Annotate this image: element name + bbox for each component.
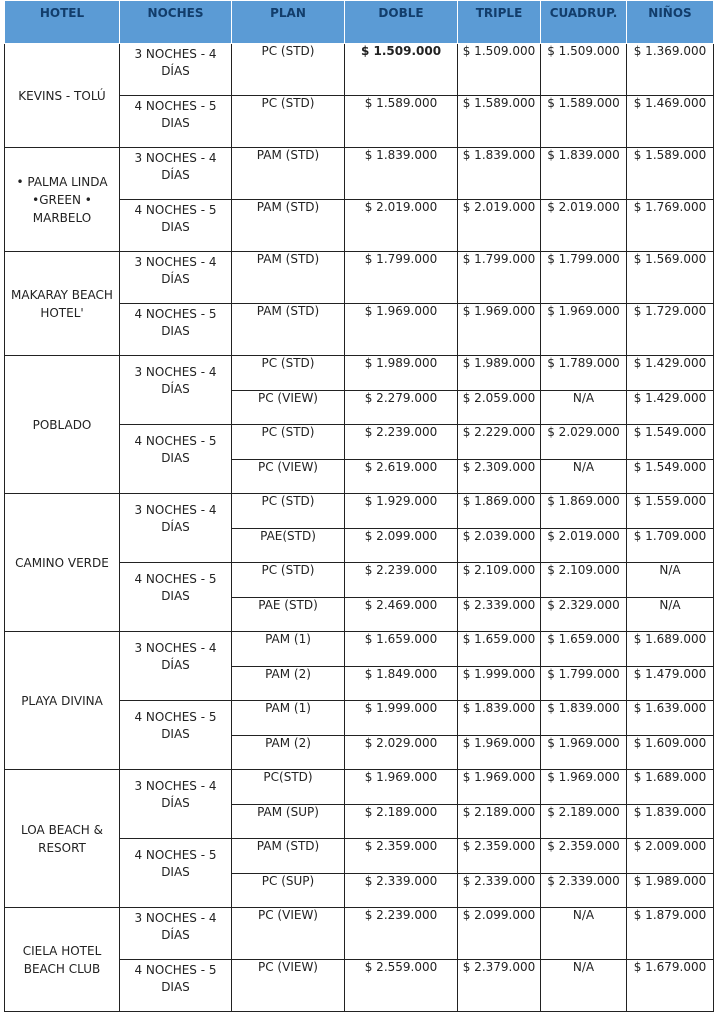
price-cuadrup: $ 1.799.000 (541, 252, 627, 304)
price-doble: $ 2.099.000 (345, 528, 458, 563)
price-triple: $ 2.109.000 (458, 563, 541, 598)
plan-cell: PAM (1) (232, 701, 345, 736)
price-cuadrup: $ 1.969.000 (541, 770, 627, 805)
price-ninos: $ 1.689.000 (627, 770, 714, 805)
price-triple: $ 1.839.000 (458, 701, 541, 736)
table-header-row (5, 1, 714, 44)
price-triple: $ 2.339.000 (458, 873, 541, 908)
price-ninos: $ 1.989.000 (627, 873, 714, 908)
nights-cell: 3 NOCHES - 4 DÍAS (120, 770, 232, 839)
plan-cell: PC (STD) (232, 44, 345, 96)
price-doble: $ 2.019.000 (345, 200, 458, 252)
price-ninos: $ 1.879.000 (627, 908, 714, 960)
price-triple: $ 2.379.000 (458, 960, 541, 1012)
hotel-name: PLAYA DIVINA (5, 632, 120, 770)
table-row (5, 356, 714, 391)
price-triple: $ 2.359.000 (458, 839, 541, 874)
price-doble: $ 1.849.000 (345, 666, 458, 701)
nights-cell: 4 NOCHES - 5 DIAS (120, 839, 232, 908)
hotel-name: LOA BEACH & RESORT (5, 770, 120, 908)
price-doble: $ 1.929.000 (345, 494, 458, 529)
header-hotel: HOTEL (5, 1, 120, 44)
price-doble: $ 2.359.000 (345, 839, 458, 874)
hotel-name: MAKARAY BEACH HOTEL' (5, 252, 120, 356)
price-ninos: $ 1.479.000 (627, 666, 714, 701)
price-doble: $ 1.989.000 (345, 356, 458, 391)
price-cuadrup: $ 1.589.000 (541, 96, 627, 148)
price-cuadrup: N/A (541, 459, 627, 494)
plan-cell: PAM (2) (232, 735, 345, 770)
price-triple: $ 1.969.000 (458, 735, 541, 770)
price-doble: $ 1.509.000 (345, 44, 458, 96)
nights-cell: 3 NOCHES - 4 DÍAS (120, 252, 232, 304)
price-cuadrup: $ 2.329.000 (541, 597, 627, 632)
nights-cell: 3 NOCHES - 4 DÍAS (120, 632, 232, 701)
price-doble: $ 1.589.000 (345, 96, 458, 148)
nights-cell: 3 NOCHES - 4 DÍAS (120, 44, 232, 96)
price-triple: $ 2.189.000 (458, 804, 541, 839)
plan-cell: PAM (SUP) (232, 804, 345, 839)
price-ninos: $ 1.839.000 (627, 804, 714, 839)
price-ninos: $ 1.709.000 (627, 528, 714, 563)
price-doble: $ 2.279.000 (345, 390, 458, 425)
hotel-name: CIELA HOTEL BEACH CLUB (5, 908, 120, 1012)
nights-cell: 3 NOCHES - 4 DÍAS (120, 356, 232, 425)
price-ninos: $ 1.639.000 (627, 701, 714, 736)
price-cuadrup: $ 1.659.000 (541, 632, 627, 667)
price-triple: $ 1.969.000 (458, 770, 541, 805)
plan-cell: PAM (STD) (232, 839, 345, 874)
nights-cell: 3 NOCHES - 4 DÍAS (120, 908, 232, 960)
price-triple: $ 1.999.000 (458, 666, 541, 701)
price-triple: $ 2.309.000 (458, 459, 541, 494)
price-ninos: $ 1.469.000 (627, 96, 714, 148)
price-ninos: $ 1.689.000 (627, 632, 714, 667)
table-row (5, 44, 714, 96)
price-cuadrup: $ 1.869.000 (541, 494, 627, 529)
table-row (5, 632, 714, 667)
price-ninos: $ 1.369.000 (627, 44, 714, 96)
hotel-name: CAMINO VERDE (5, 494, 120, 632)
price-cuadrup: $ 1.839.000 (541, 701, 627, 736)
header-doble: DOBLE (345, 1, 458, 44)
price-triple: $ 1.869.000 (458, 494, 541, 529)
table-row (5, 252, 714, 304)
nights-cell: 4 NOCHES - 5 DIAS (120, 96, 232, 148)
price-ninos: $ 1.559.000 (627, 494, 714, 529)
price-triple: $ 1.969.000 (458, 304, 541, 356)
price-doble: $ 1.999.000 (345, 701, 458, 736)
price-ninos: $ 2.009.000 (627, 839, 714, 874)
price-ninos: $ 1.569.000 (627, 252, 714, 304)
plan-cell: PC (STD) (232, 356, 345, 391)
plan-cell: PC (VIEW) (232, 908, 345, 960)
hotel-name: • PALMA LINDA •GREEN • MARBELO (5, 148, 120, 252)
price-cuadrup: N/A (541, 960, 627, 1012)
table-row (5, 908, 714, 960)
plan-cell: PC (STD) (232, 494, 345, 529)
table-row (5, 770, 714, 805)
plan-cell: PAM (STD) (232, 200, 345, 252)
plan-cell: PAM (STD) (232, 304, 345, 356)
table-row (5, 494, 714, 529)
price-ninos: $ 1.769.000 (627, 200, 714, 252)
nights-cell: 3 NOCHES - 4 DÍAS (120, 148, 232, 200)
price-doble: $ 1.799.000 (345, 252, 458, 304)
nights-cell: 4 NOCHES - 5 DIAS (120, 960, 232, 1012)
price-doble: $ 2.559.000 (345, 960, 458, 1012)
price-cuadrup: $ 2.019.000 (541, 528, 627, 563)
price-triple: $ 2.229.000 (458, 425, 541, 460)
price-doble: $ 1.839.000 (345, 148, 458, 200)
nights-cell: 4 NOCHES - 5 DIAS (120, 304, 232, 356)
price-cuadrup: $ 1.839.000 (541, 148, 627, 200)
price-ninos: $ 1.589.000 (627, 148, 714, 200)
plan-cell: PC (STD) (232, 96, 345, 148)
price-triple: $ 1.589.000 (458, 96, 541, 148)
price-triple: $ 2.059.000 (458, 390, 541, 425)
price-triple: $ 1.989.000 (458, 356, 541, 391)
price-triple: $ 2.039.000 (458, 528, 541, 563)
price-ninos: $ 1.609.000 (627, 735, 714, 770)
plan-cell: PC (STD) (232, 425, 345, 460)
plan-cell: PAE(STD) (232, 528, 345, 563)
price-ninos: N/A (627, 563, 714, 598)
plan-cell: PC (VIEW) (232, 390, 345, 425)
plan-cell: PC (VIEW) (232, 459, 345, 494)
price-cuadrup: $ 1.969.000 (541, 304, 627, 356)
price-ninos: $ 1.679.000 (627, 960, 714, 1012)
nights-cell: 4 NOCHES - 5 DIAS (120, 563, 232, 632)
price-triple: $ 2.099.000 (458, 908, 541, 960)
price-doble: $ 2.239.000 (345, 563, 458, 598)
nights-cell: 4 NOCHES - 5 DIAS (120, 701, 232, 770)
price-doble: $ 2.339.000 (345, 873, 458, 908)
price-triple: $ 1.799.000 (458, 252, 541, 304)
table-row (5, 148, 714, 200)
price-doble: $ 2.619.000 (345, 459, 458, 494)
table-body (5, 44, 714, 1012)
price-doble: $ 1.659.000 (345, 632, 458, 667)
nights-cell: 4 NOCHES - 5 DIAS (120, 425, 232, 494)
plan-cell: PAM (1) (232, 632, 345, 667)
header-plan: PLAN (232, 1, 345, 44)
price-cuadrup: $ 1.799.000 (541, 666, 627, 701)
header-ninos: NIÑOS (627, 1, 714, 44)
price-cuadrup: $ 2.359.000 (541, 839, 627, 874)
price-doble: $ 2.239.000 (345, 908, 458, 960)
plan-cell: PAM (STD) (232, 252, 345, 304)
header-triple: TRIPLE (458, 1, 541, 44)
plan-cell: PAM (STD) (232, 148, 345, 200)
header-cuadrup: CUADRUP. (541, 1, 627, 44)
price-ninos: $ 1.429.000 (627, 390, 714, 425)
price-triple: $ 2.019.000 (458, 200, 541, 252)
price-doble: $ 2.469.000 (345, 597, 458, 632)
price-ninos: $ 1.549.000 (627, 425, 714, 460)
price-ninos: $ 1.549.000 (627, 459, 714, 494)
price-triple: $ 1.509.000 (458, 44, 541, 96)
nights-cell: 4 NOCHES - 5 DIAS (120, 200, 232, 252)
price-cuadrup: $ 2.109.000 (541, 563, 627, 598)
price-cuadrup: $ 2.029.000 (541, 425, 627, 460)
price-triple: $ 1.839.000 (458, 148, 541, 200)
plan-cell: PC (SUP) (232, 873, 345, 908)
hotel-name: KEVINS - TOLÚ (5, 44, 120, 148)
price-cuadrup: $ 2.019.000 (541, 200, 627, 252)
price-doble: $ 2.239.000 (345, 425, 458, 460)
price-triple: $ 2.339.000 (458, 597, 541, 632)
plan-cell: PC(STD) (232, 770, 345, 805)
price-ninos: $ 1.729.000 (627, 304, 714, 356)
price-cuadrup: N/A (541, 908, 627, 960)
header-noches: NOCHES (120, 1, 232, 44)
price-doble: $ 1.969.000 (345, 770, 458, 805)
plan-cell: PAM (2) (232, 666, 345, 701)
price-cuadrup: N/A (541, 390, 627, 425)
price-cuadrup: $ 1.509.000 (541, 44, 627, 96)
plan-cell: PAE (STD) (232, 597, 345, 632)
price-doble: $ 2.189.000 (345, 804, 458, 839)
price-cuadrup: $ 1.969.000 (541, 735, 627, 770)
nights-cell: 3 NOCHES - 4 DÍAS (120, 494, 232, 563)
rates-table (4, 0, 714, 1012)
plan-cell: PC (STD) (232, 563, 345, 598)
plan-cell: PC (VIEW) (232, 960, 345, 1012)
price-doble: $ 2.029.000 (345, 735, 458, 770)
price-ninos: N/A (627, 597, 714, 632)
price-doble: $ 1.969.000 (345, 304, 458, 356)
price-ninos: $ 1.429.000 (627, 356, 714, 391)
price-cuadrup: $ 2.339.000 (541, 873, 627, 908)
price-triple: $ 1.659.000 (458, 632, 541, 667)
price-cuadrup: $ 1.789.000 (541, 356, 627, 391)
hotel-name: POBLADO (5, 356, 120, 494)
price-cuadrup: $ 2.189.000 (541, 804, 627, 839)
